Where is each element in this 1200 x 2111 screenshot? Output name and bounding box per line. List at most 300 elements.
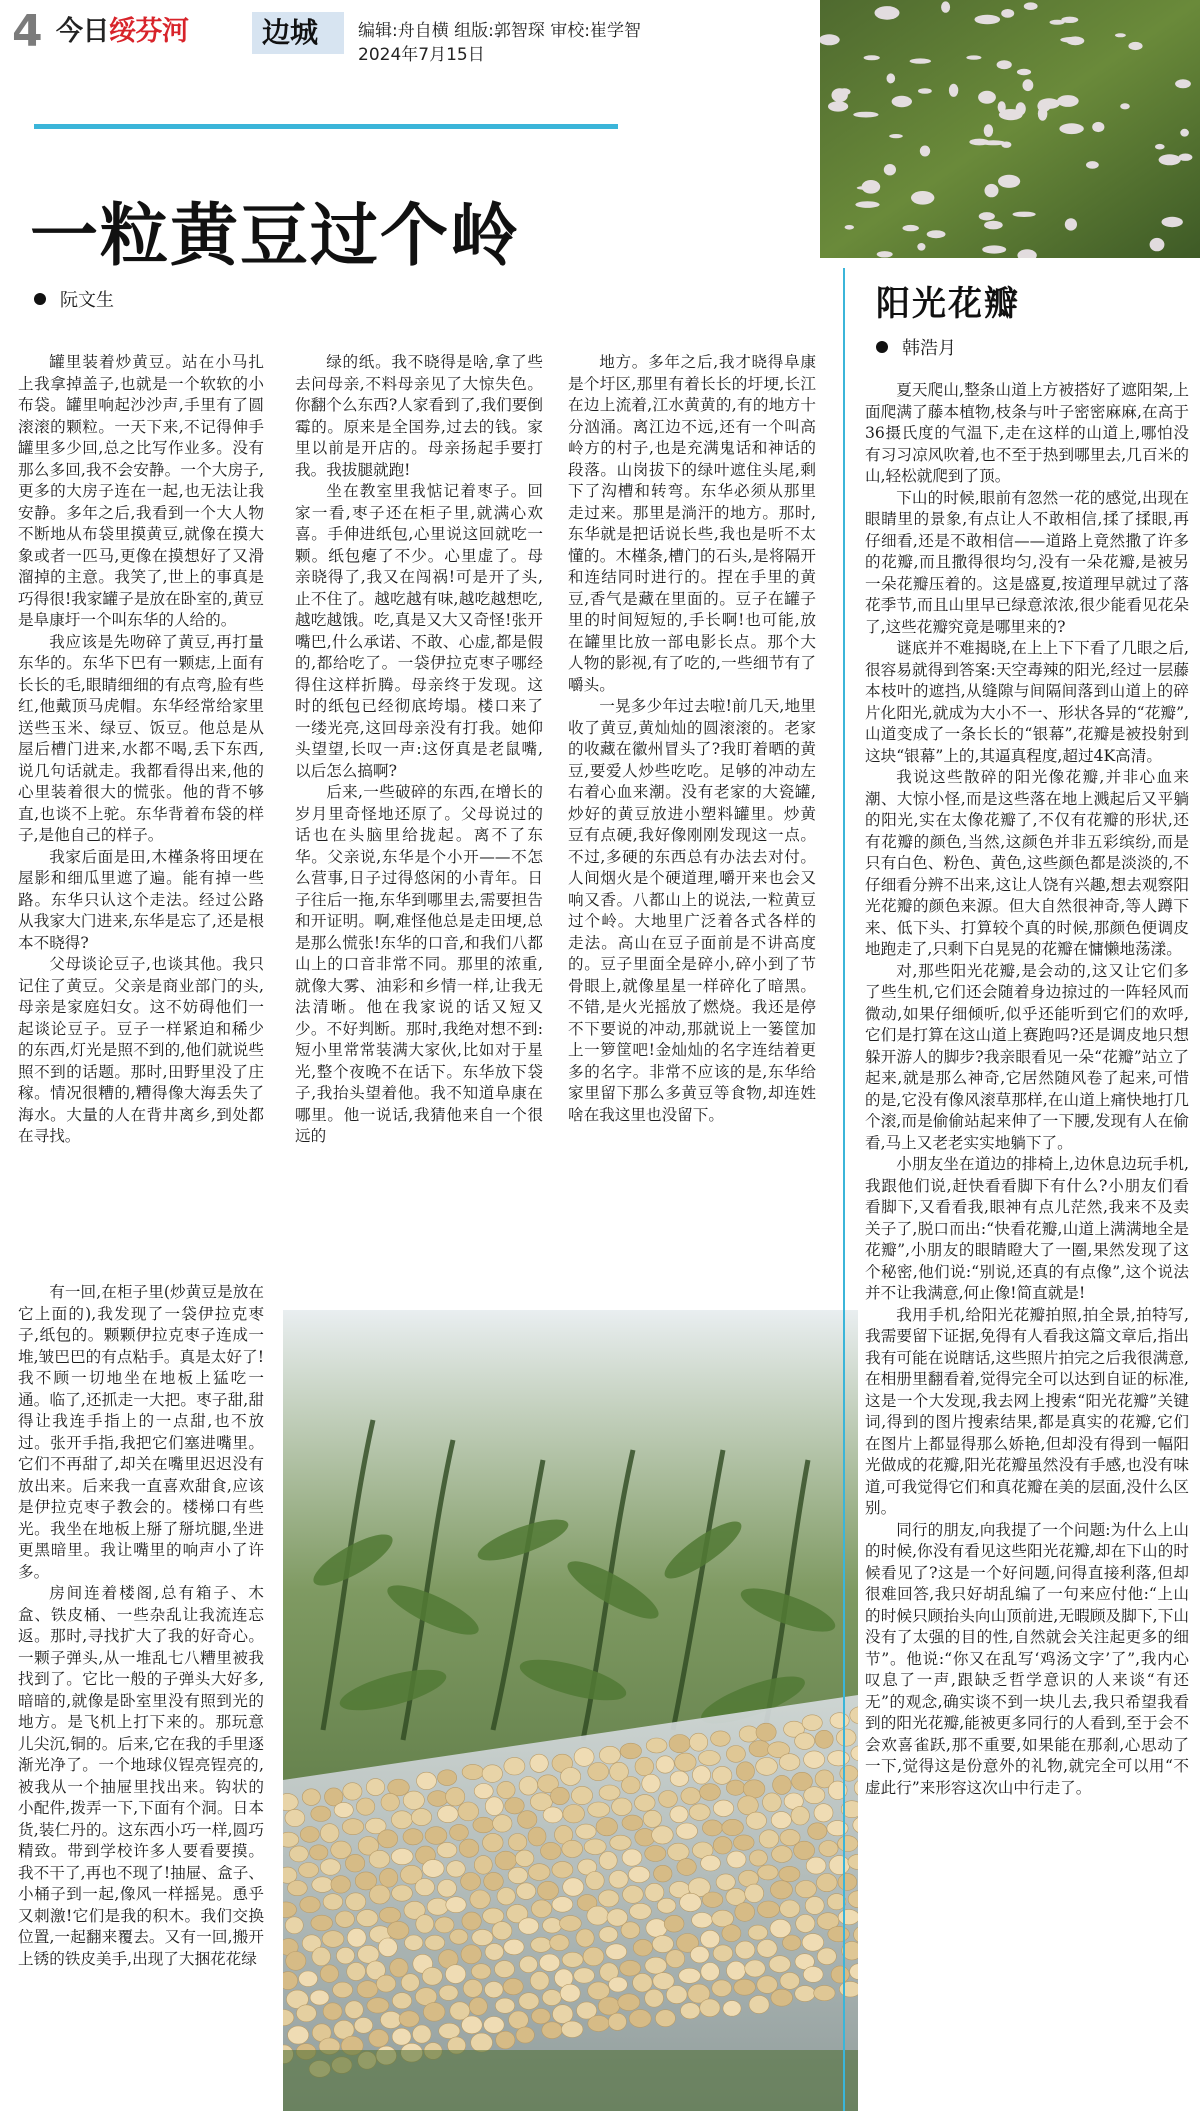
- soybean: [645, 1846, 666, 1862]
- soybean: [666, 1986, 687, 2004]
- soybean: [492, 1922, 512, 1940]
- soybean: [727, 1851, 746, 1868]
- light-petal: [1162, 217, 1183, 227]
- soybean: [450, 1824, 469, 1840]
- soybean: [331, 1841, 352, 1859]
- soybean: [539, 1954, 559, 1971]
- soybean: [795, 1733, 815, 1750]
- soybean: [391, 1849, 413, 1865]
- soybean: [403, 1829, 423, 1845]
- soybean: [369, 2029, 389, 2047]
- light-petal: [855, 201, 879, 208]
- soybean: [423, 2003, 445, 2022]
- soybean: [378, 1830, 398, 1848]
- light-petal: [889, 134, 903, 138]
- soybean: [288, 1881, 308, 1896]
- soybean: [743, 1780, 765, 1798]
- light-petal: [1065, 218, 1077, 230]
- light-petal: [879, 8, 888, 12]
- soybean: [392, 2028, 411, 2045]
- soybean: [699, 1751, 721, 1766]
- soybean: [620, 1960, 641, 1976]
- soybean: [463, 1979, 482, 1997]
- article-title: 一粒黄豆过个岭: [30, 196, 521, 276]
- light-petal: [832, 88, 848, 102]
- soybean: [622, 1849, 642, 1866]
- soybean: [670, 1806, 688, 1823]
- brand-city: 绥芬河: [109, 16, 189, 47]
- soybean: [310, 1845, 328, 1860]
- soybean: [391, 1811, 412, 1829]
- paragraph: 下山的时候,眼前有忽然一花的感觉,出现在眼睛里的景象,有点让人不敢相信,揉了揉眼,再仔细看,还是不敢相信——道路上竟然撒了许多的花瓣,而且撒得很均匀,没有一朵花瓣,是被另一朵花瓣压着的。这是盛夏,按道理早就过了落花季节,而且山里早已绿意浓浓,很少能看见花朵了,这些花瓣究竟是哪里来的?: [865, 488, 1189, 636]
- soybean: [659, 1791, 678, 1808]
- light-petal: [845, 225, 854, 230]
- soybean: [495, 1998, 514, 2013]
- soybean: [427, 1898, 448, 1915]
- soybean: [756, 1723, 776, 1741]
- soybean: [726, 1746, 745, 1763]
- soybean: [553, 2005, 573, 2024]
- section-name: 边城: [262, 16, 319, 49]
- soybean: [664, 1915, 684, 1932]
- soybean: [518, 1811, 537, 1829]
- soybean: [357, 1910, 378, 1927]
- soybean: [791, 1806, 809, 1825]
- soybean: [828, 1926, 850, 1941]
- light-petal: [984, 124, 993, 137]
- soybeans-photo: [283, 1310, 858, 2111]
- soybean: [583, 1947, 604, 1966]
- soybean: [288, 2026, 309, 2044]
- soybean: [805, 1897, 824, 1915]
- soybean: [621, 1922, 640, 1939]
- soybean: [462, 2016, 483, 2034]
- soybean: [749, 1850, 767, 1866]
- soybean: [459, 1839, 479, 1857]
- soybean: [748, 1925, 767, 1940]
- soybean: [757, 1940, 777, 1958]
- soybean: [551, 1787, 570, 1804]
- soybean: [285, 1809, 305, 1826]
- soybean: [516, 2027, 534, 2043]
- soybean: [736, 1762, 754, 1781]
- soybean: [576, 1929, 594, 1947]
- soybean: [692, 1766, 710, 1784]
- feature-column: [865, 380, 1189, 2105]
- light-petal: [978, 91, 996, 104]
- soybean: [669, 1735, 690, 1753]
- soybean: [635, 1795, 656, 1812]
- light-petal: [828, 101, 848, 111]
- soybean: [574, 1748, 594, 1767]
- soybean: [596, 1818, 617, 1836]
- light-petal: [911, 191, 934, 205]
- soybean: [392, 1885, 413, 1901]
- soybean: [620, 1743, 641, 1759]
- soybean: [722, 1819, 744, 1835]
- soybean: [702, 1892, 722, 1907]
- light-petal: [1178, 154, 1192, 161]
- soybean: [519, 1777, 538, 1796]
- light-petal: [985, 184, 999, 197]
- soybean: [598, 1997, 619, 2015]
- soybean: [403, 1791, 424, 1809]
- soybean: [769, 1956, 790, 1973]
- soybean: [633, 1939, 652, 1956]
- soybean: [830, 1713, 849, 1729]
- article-column-1: [18, 352, 264, 1272]
- soybean: [609, 1871, 628, 1889]
- soybean: [757, 1976, 778, 1994]
- soybean: [804, 1751, 825, 1768]
- soybean: [712, 1910, 734, 1927]
- article-byline: [34, 290, 114, 312]
- soybean: [543, 1918, 562, 1933]
- soybean: [542, 1990, 561, 2006]
- light-petal: [1092, 122, 1104, 132]
- soybean: [370, 1885, 391, 1904]
- article-column-1-lower: [18, 1282, 264, 2102]
- soybean: [543, 1807, 563, 1823]
- sunlight-petals-photo: [820, 0, 1200, 258]
- soybean: [763, 1793, 782, 1812]
- light-petal: [1120, 103, 1130, 109]
- light-petal: [1023, 79, 1034, 91]
- soybean: [749, 1741, 770, 1757]
- light-petal: [1038, 107, 1048, 121]
- soybean: [758, 1901, 780, 1918]
- soybean: [519, 1918, 539, 1934]
- soybean: [723, 2001, 741, 2017]
- soybean: [445, 1965, 465, 1984]
- soybean: [425, 1935, 445, 1950]
- light-petal: [998, 175, 1020, 188]
- soybean: [508, 1867, 528, 1883]
- soybean: [677, 1859, 696, 1876]
- soybean: [643, 1810, 661, 1827]
- soybean: [681, 1788, 701, 1805]
- soybean: [561, 1768, 581, 1786]
- soybean: [563, 1805, 585, 1823]
- soybean: [379, 1868, 397, 1887]
- soybean: [727, 1961, 746, 1980]
- soybean: [670, 1771, 688, 1786]
- soybean: [734, 1979, 756, 1995]
- soybean: [552, 1861, 573, 1878]
- soybean: [758, 1865, 778, 1880]
- soybean: [311, 1806, 331, 1821]
- soybean: [561, 2021, 583, 2037]
- soybean: [722, 1925, 741, 1942]
- article-author: 阮文生: [60, 290, 114, 311]
- soybean: [438, 1770, 457, 1786]
- soybean: [461, 1873, 481, 1891]
- soybean: [623, 1886, 644, 1904]
- soybean: [505, 1798, 524, 1814]
- paragraph: 我说这些散碎的阳光像花瓣,并非心血来潮、大惊小怪,而是这些落在地上溅起后又平躺的阳光,实在太像花瓣了,不仅有花瓣的形状,还有花瓣的颜色,当然,这颜色并非五彩缤纷,而是只有白色、粉色、黄色,这些颜色都是淡淡的,不仔细看分辨不出来,这让人饶有兴趣,想去观察阳光花瓣的颜色来源。但大自然很神奇,等人蹲下来、低下头、打算较个真的时候,那颜色便调皮地跑走了,只剩下白晃晃的花瓣在慵懒地荡漾。: [865, 768, 1189, 958]
- soybean: [354, 2018, 372, 2034]
- soybean: [560, 1984, 580, 2002]
- soybean: [780, 1972, 800, 1989]
- soybean: [388, 1921, 409, 1939]
- soybean: [366, 1779, 384, 1796]
- soybean: [300, 1897, 320, 1913]
- soybean: [538, 1881, 559, 1899]
- soybean: [343, 1783, 362, 1800]
- soybean: [713, 1945, 733, 1962]
- soybean: [576, 1824, 596, 1839]
- light-petal: [979, 212, 995, 220]
- soybean: [701, 1930, 720, 1948]
- soybean: [680, 1893, 702, 1911]
- soybean: [802, 1934, 824, 1952]
- soybean: [462, 1912, 481, 1930]
- soybean: [473, 1817, 494, 1833]
- soybean: [795, 1881, 816, 1898]
- soybean: [666, 1950, 685, 1968]
- soybean: [804, 1787, 825, 1804]
- soybean: [531, 1900, 551, 1918]
- soybean: [622, 1815, 643, 1830]
- light-petal: [1159, 154, 1181, 165]
- soybean: [588, 2016, 610, 2032]
- paragraph: 坐在教室里我惦记着枣子。回家一看,枣子还在柜子里,就满心欢喜。手伸进纸包,心里说这回就吃一颗。纸包瘪了不少。心里虚了。母亲晓得了,我又在闯祸!可是开了头,止不住了。越吃越有味,越吃越想吃,越吃越饿。吃,真是又大又奇怪!张开嘴巴,什么承诺、不敢、心虚,都是假的,都给吃了。一袋伊拉克枣子哪经得住这样折腾。母亲终于发现。这时的纸包已经彻底垮塌。楼口来了一缕光亮,这回母亲没有打我。她仰头望望,长叹一声:这伢真是老鼠嘴,以后怎么搞啊?: [295, 482, 543, 780]
- soybean: [503, 1978, 523, 1994]
- soybean: [335, 1911, 354, 1927]
- soybean: [745, 1960, 766, 1977]
- soybean: [320, 1965, 338, 1983]
- soybean: [367, 1998, 389, 2013]
- soybean: [668, 1843, 690, 1860]
- soybean: [838, 1836, 858, 1852]
- soybean: [735, 1903, 755, 1922]
- soybean: [652, 1826, 674, 1844]
- soybean: [802, 1715, 822, 1731]
- soybean: [532, 2009, 551, 2024]
- soybean: [712, 1766, 732, 1784]
- soybean: [587, 1906, 609, 1925]
- soybean: [376, 1975, 395, 1992]
- light-petal: [1024, 2, 1038, 10]
- soybean: [588, 1763, 609, 1781]
- soybean: [679, 1968, 701, 1983]
- soybean: [829, 1856, 850, 1875]
- light-petal: [917, 243, 925, 251]
- paragraph: 对,那些阳光花瓣,是会动的,这又让它们多了些生机,它们还会随着身边掠过的一阵轻风而微动,如果仔细倾听,似乎还能听到它们的欢呼,它们是打算在这山道上赛跑吗?还是调皮地只想躲开游人的脚步?我亲眼看见一朵“花瓣”站立了起来,就是那么神奇,它居然随风卷了起来,可惜的是,它没有像风滚草那样,在山道上痛快地打几个滚,而是偷偷站起来伸了一下腰,发现有人在偷看,马上又老老实实地躺下了。: [865, 961, 1189, 1152]
- soybean: [437, 1842, 457, 1857]
- soybean: [310, 1990, 329, 2005]
- soybean: [422, 1860, 444, 1878]
- soybean: [681, 2003, 700, 2019]
- feature-byline: [876, 338, 956, 360]
- editorial-credits: 编辑:舟自横 组版:郭智琛 审校:崔学智: [358, 21, 641, 41]
- masthead: [0, 0, 820, 80]
- soybean: [588, 1802, 610, 1817]
- soybean: [759, 1830, 779, 1848]
- light-petal: [1060, 37, 1080, 43]
- light-petal: [982, 245, 1006, 253]
- feature-divider: [843, 268, 845, 2111]
- soybean: [450, 1929, 468, 1944]
- soybean: [711, 1731, 731, 1746]
- soybean: [574, 1968, 595, 1983]
- light-petal: [877, 251, 893, 257]
- soybean: [497, 1888, 515, 1905]
- soybean: [504, 1939, 524, 1955]
- paragraph: 小朋友坐在道边的排椅上,边休息边玩手机,我跟他们说,赶快看看脚下有什么?小朋友们看看脚下,又看看我,眼神有点儿茫然,我来不及卖关子了,脱口而出:“快看花瓣,山道上满满地全是花瓣”,小朋友的眼睛瞪大了一圈,果然发现了这个秘密,他们说:“别说,还真的有点像”,这个说法并不让我满意,何止像!简直就是!: [865, 1155, 1189, 1302]
- soybean: [342, 1819, 363, 1835]
- soybean: [609, 1977, 628, 1992]
- soybean: [493, 1815, 512, 1832]
- soybean: [528, 1827, 546, 1846]
- soybean: [814, 1985, 835, 2000]
- light-petal: [1013, 212, 1036, 217]
- light-petal: [853, 112, 878, 118]
- paragraph: 同行的朋友,向我提了一个问题:为什么上山的时候,你没有看见这些阳光花瓣,却在下山的时候看见了?这是一个好问题,问得直接利落,但却很难回答,我只好胡乱编了一句来应付他:“上山的时候只顾抬头向山顶前进,无暇顾及脚下,下山没有了太强的目的性,自然就会关注起更多的细节”。他说:“你又在乱写‘鸡汤文字’了”,我内心叹息了一声,跟缺乏哲学意识的人来谈“有还无”的观念,确实谈不到一块儿去,我只希望我看到的阳光花瓣,能被更多同行的人看到,至于会不会欢喜雀跃,那不重要,如果能在那刹,心思动了一下,觉得这是份意外的礼物,就完全可以用“不虚此行”来形容这次山中行走了。: [865, 1520, 1189, 1797]
- soybean: [446, 1787, 465, 1806]
- feature-author: 韩浩月: [902, 338, 956, 359]
- soybean: [633, 1973, 653, 1992]
- light-petal: [997, 60, 1012, 69]
- soybean: [447, 1861, 466, 1877]
- soybean: [331, 1876, 351, 1893]
- soybean: [422, 1967, 442, 1985]
- soybean: [642, 1774, 660, 1793]
- soybean: [471, 1964, 490, 1979]
- soybean: [598, 1890, 619, 1907]
- soybean: [702, 1820, 722, 1836]
- light-petal: [918, 88, 932, 94]
- light-petal: [1059, 123, 1083, 134]
- light-petal: [1057, 95, 1079, 107]
- light-petal: [903, 225, 919, 231]
- light-petal: [927, 230, 946, 238]
- soybean: [712, 1980, 732, 1997]
- light-petal: [1180, 129, 1189, 137]
- soybean: [645, 1883, 664, 1901]
- soybean: [495, 1961, 515, 1978]
- soybean: [336, 1947, 354, 1964]
- soybean: [622, 1777, 641, 1794]
- soybean: [796, 1915, 815, 1933]
- light-petal: [862, 180, 881, 194]
- sunlight-petals-illustration: [820, 0, 1200, 258]
- soybean: [497, 1781, 515, 1798]
- light-petal: [884, 164, 896, 175]
- soybean: [474, 1784, 493, 1799]
- soybean: [676, 1823, 697, 1839]
- headline-rule: [34, 124, 618, 129]
- soybean: [701, 1855, 721, 1871]
- light-petal: [1150, 238, 1165, 251]
- soybean: [299, 1971, 318, 1987]
- soybean: [599, 1927, 618, 1943]
- light-petal: [975, 15, 1001, 25]
- light-petal: [892, 96, 912, 107]
- soybean: [461, 1945, 481, 1964]
- light-petal: [1155, 144, 1165, 150]
- soybean: [831, 1966, 849, 1983]
- soybean: [369, 1850, 390, 1868]
- soybean: [700, 1784, 721, 1801]
- soybean: [690, 1733, 708, 1751]
- soybean: [311, 1915, 333, 1931]
- soybean: [563, 1878, 584, 1896]
- soybean: [571, 1786, 592, 1804]
- soybean: [333, 1982, 353, 1998]
- soybean: [530, 1754, 548, 1772]
- soybean: [347, 1928, 366, 1947]
- soybean: [657, 1898, 676, 1913]
- soybean: [458, 1802, 479, 1821]
- light-petal: [1017, 69, 1031, 75]
- soybean: [516, 1883, 535, 1900]
- soybean: [739, 1726, 758, 1742]
- light-petal: [1128, 42, 1142, 50]
- soybean: [357, 1981, 378, 1998]
- soybean: [562, 1840, 583, 1857]
- soybean: [713, 1837, 732, 1854]
- soybean: [416, 1915, 434, 1933]
- soybean: [469, 1998, 487, 2016]
- soybean: [285, 1917, 303, 1934]
- soybean: [838, 1874, 857, 1891]
- soybean: [646, 1919, 667, 1937]
- soybean: [504, 1757, 525, 1775]
- light-petal: [887, 73, 896, 83]
- soybean: [515, 1850, 534, 1867]
- soybean: [323, 1894, 343, 1910]
- soybean: [286, 1952, 306, 1971]
- light-petal: [1115, 33, 1126, 37]
- soybean: [300, 1827, 319, 1843]
- soybean: [302, 1789, 320, 1806]
- soybean: [425, 1827, 447, 1845]
- soybean: [836, 1729, 856, 1746]
- soybean: [646, 1738, 667, 1753]
- soybean: [808, 1823, 827, 1840]
- soybean: [334, 1802, 353, 1817]
- light-petal: [1001, 9, 1014, 18]
- soybean: [472, 1929, 493, 1945]
- soybean: [584, 1839, 606, 1855]
- brand-today: 今日: [56, 16, 109, 47]
- soybean: [599, 1746, 620, 1764]
- paragraph: 我应该是先吻碎了黄豆,再打量东华的。东华下巴有一颗痣,上面有长长的毛,眼睛细细的有点弯,脸有些红,他戴顶马虎帽。东华经常给家里送些玉米、绿豆、饭豆。他总是从屋后槽门进来,水都不喝,丢下东西,说几句话就走。我都看得出来,他的心里装着很大的慌张。他的背不够直,也谈不上驼。东华背着布袋的样子,是他自己的样子。: [18, 632, 264, 844]
- soybean: [779, 1866, 800, 1881]
- soybean: [519, 1993, 539, 2010]
- light-petal: [1086, 161, 1099, 169]
- soybean: [484, 2017, 505, 2034]
- soybean: [771, 1812, 791, 1829]
- soybean: [438, 1880, 457, 1898]
- soybean: [779, 1754, 800, 1771]
- soybean: [438, 1806, 459, 1823]
- soybean: [392, 1993, 411, 2009]
- soybean: [599, 1852, 617, 1870]
- soybean: [749, 1995, 769, 2013]
- soybean: [417, 1772, 437, 1789]
- soybean: [795, 1986, 815, 2002]
- soybean: [356, 1798, 374, 1815]
- soybean: [439, 1985, 458, 2000]
- light-petal: [920, 146, 930, 157]
- page-number: 4: [12, 6, 43, 57]
- soybean: [692, 1913, 713, 1928]
- soybean: [652, 1935, 673, 1952]
- light-petal: [1050, 20, 1065, 25]
- soybean: [446, 1897, 466, 1913]
